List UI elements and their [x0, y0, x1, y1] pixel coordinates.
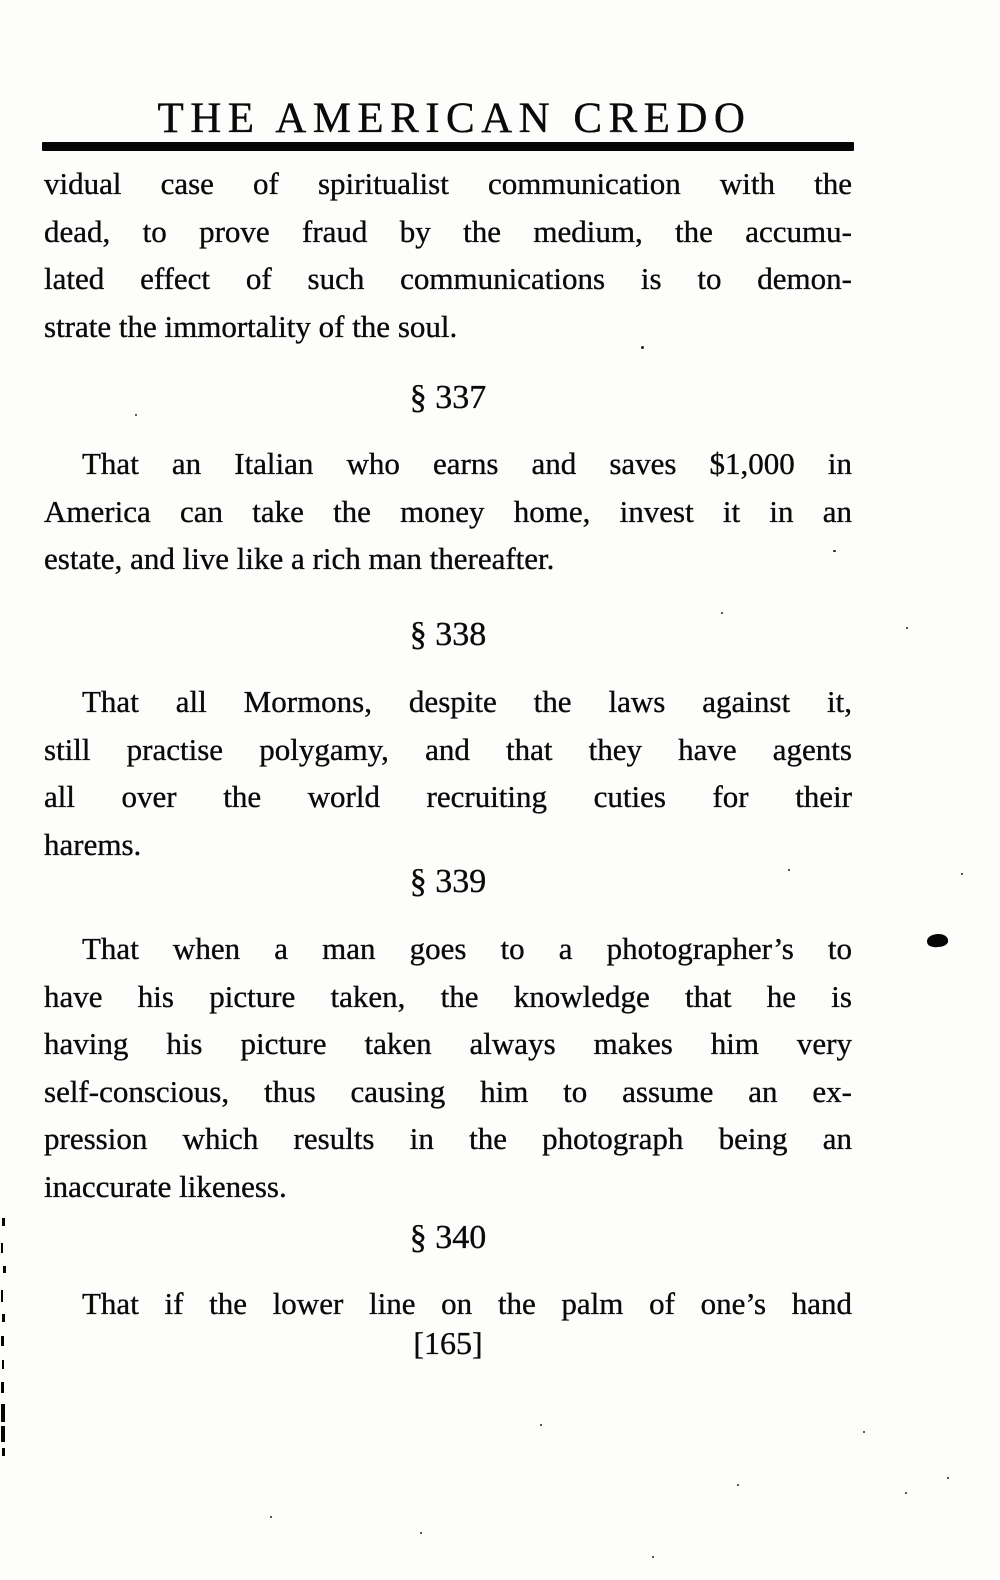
text-line: That when a man goes to a photographer’s to [82, 931, 852, 966]
paragraph-339 [44, 925, 852, 1210]
text-line: strate the immortality of the soul. [44, 308, 458, 344]
text-line: dead, to prove fraud by the medium, the accumu- [44, 213, 852, 249]
section-heading-340: § 340 [409, 1219, 487, 1256]
paragraph-338 [44, 678, 852, 868]
paragraph-337 [44, 440, 852, 583]
text-line: That if the lower line on the palm of one’s hand [82, 1286, 852, 1321]
text-line: self-conscious, thus causing him to assume an ex- [44, 1073, 852, 1109]
section-heading-337: § 337 [409, 379, 487, 416]
text-line: That an Italian who earns and saves $1,000 in [82, 446, 852, 481]
paragraph-continuation [44, 160, 852, 350]
text-line: America can take the money home, invest it in an [44, 493, 852, 529]
text-line: harems. [44, 826, 142, 862]
text-line: have his picture taken, the knowledge that he is [44, 978, 852, 1014]
text-line: That all Mormons, despite the laws against it, [82, 684, 852, 719]
page-number: [165] [413, 1325, 483, 1361]
section-heading-339: § 339 [409, 863, 487, 900]
text-line: still practise polygamy, and that they have agents [44, 731, 852, 767]
text-line: lated effect of such communications is to demon- [44, 261, 852, 296]
text-line: estate, and live like a rich man thereafter. [44, 541, 555, 576]
ink-blob-artifact [926, 933, 948, 948]
text-line: all over the world recruiting cuties for their [44, 779, 852, 814]
text-line: inaccurate likeness. [44, 1168, 287, 1204]
page-title: THE AMERICAN CREDO [157, 95, 752, 142]
text-line: vidual case of spiritualist communication with the [44, 166, 852, 201]
section-heading-338: § 338 [409, 616, 487, 653]
header-rule [42, 142, 854, 151]
paragraph-340 [44, 1280, 852, 1328]
text-line: pression which results in the photograph being an [44, 1121, 852, 1156]
text-line: having his picture taken always makes him very [44, 1026, 852, 1061]
